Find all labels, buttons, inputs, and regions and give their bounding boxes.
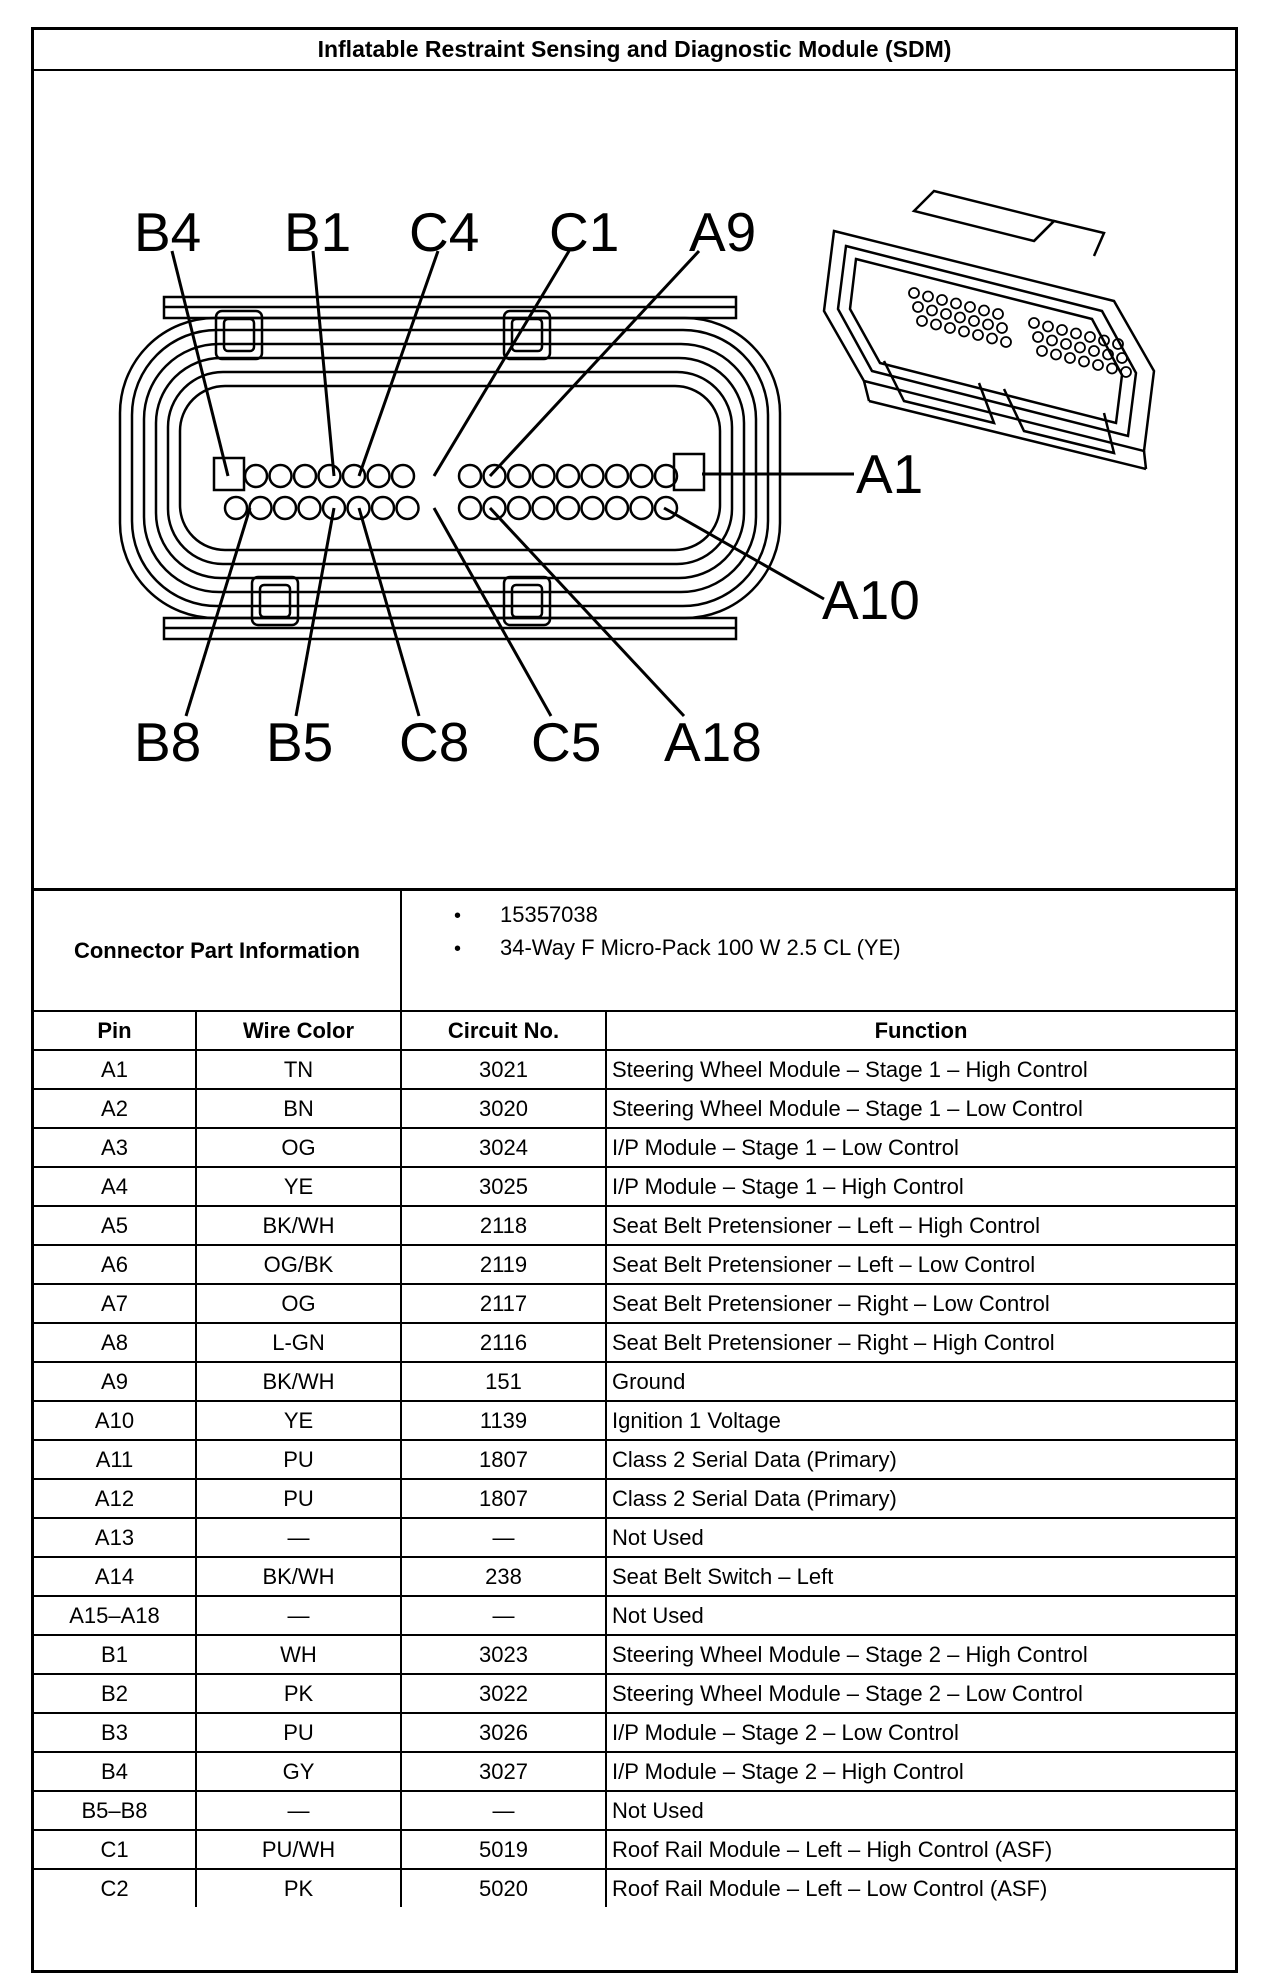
cell-pin: A9 — [34, 1362, 196, 1401]
label-b8: B8 — [134, 711, 202, 773]
pin-cavity — [631, 497, 653, 519]
pin-cavity — [484, 497, 506, 519]
label-a9: A9 — [689, 201, 757, 263]
cell-function: Class 2 Serial Data (Primary) — [606, 1479, 1235, 1518]
cell-circuit-no: 3023 — [401, 1635, 606, 1674]
cell-wire-color: OG — [196, 1284, 401, 1323]
cell-function: Seat Belt Switch – Left — [606, 1557, 1235, 1596]
table-row — [34, 1791, 1235, 1830]
cell-wire-color: — — [196, 1791, 401, 1830]
connector-info-label: Connector Part Information — [34, 891, 401, 1011]
cell-circuit-no: 3022 — [401, 1674, 606, 1713]
cell-wire-color: BK/WH — [196, 1362, 401, 1401]
connector-info-table — [34, 891, 1235, 1012]
cell-wire-color: GY — [196, 1752, 401, 1791]
pin-cavity — [348, 497, 370, 519]
pin-cavity — [508, 497, 530, 519]
table-row — [34, 1635, 1235, 1674]
pin-cavity — [294, 465, 316, 487]
cell-wire-color: PK — [196, 1869, 401, 1907]
cell-circuit-no: 2119 — [401, 1245, 606, 1284]
pin-cavity — [372, 497, 394, 519]
label-c1: C1 — [549, 201, 620, 263]
pin-cavity — [582, 465, 604, 487]
cell-wire-color: — — [196, 1596, 401, 1635]
table-row — [34, 1050, 1235, 1089]
cell-pin: A5 — [34, 1206, 196, 1245]
pin-bank-left — [225, 465, 419, 519]
table-row — [34, 1167, 1235, 1206]
pin-cavity — [245, 465, 267, 487]
cell-wire-color: YE — [196, 1401, 401, 1440]
cell-pin: A7 — [34, 1284, 196, 1323]
pin-cavity — [459, 497, 481, 519]
cell-circuit-no: 3026 — [401, 1713, 606, 1752]
cell-circuit-no: — — [401, 1791, 606, 1830]
cell-pin: B1 — [34, 1635, 196, 1674]
pin-cavity — [225, 497, 247, 519]
pin-cavity — [319, 465, 341, 487]
pin-cavity — [533, 497, 555, 519]
cell-circuit-no: 2117 — [401, 1284, 606, 1323]
cell-wire-color: — — [196, 1518, 401, 1557]
pin-cavity — [631, 465, 653, 487]
pin-cavity — [533, 465, 555, 487]
pin-table — [34, 1012, 1235, 1907]
cell-function: Steering Wheel Module – Stage 2 – Low Control — [606, 1674, 1235, 1713]
cell-wire-color: PU/WH — [196, 1830, 401, 1869]
cell-function: I/P Module – Stage 1 – High Control — [606, 1167, 1235, 1206]
cell-pin: B3 — [34, 1713, 196, 1752]
cell-wire-color: BK/WH — [196, 1557, 401, 1596]
cell-wire-color: BK/WH — [196, 1206, 401, 1245]
cell-circuit-no: 3021 — [401, 1050, 606, 1089]
cell-function: I/P Module – Stage 1 – Low Control — [606, 1128, 1235, 1167]
table-row — [34, 1713, 1235, 1752]
label-a1: A1 — [856, 443, 924, 505]
pin-cavity — [392, 465, 414, 487]
cell-circuit-no: 3020 — [401, 1089, 606, 1128]
cell-circuit-no: 238 — [401, 1557, 606, 1596]
cell-circuit-no: 3024 — [401, 1128, 606, 1167]
pinout-sheet — [31, 27, 1238, 1973]
connector-diagram — [34, 71, 1235, 891]
label-a10: A10 — [822, 569, 920, 631]
cell-wire-color: PK — [196, 1674, 401, 1713]
cell-pin: A2 — [34, 1089, 196, 1128]
cell-function: Ground — [606, 1362, 1235, 1401]
cell-function: Seat Belt Pretensioner – Right – Low Control — [606, 1284, 1235, 1323]
cell-wire-color: WH — [196, 1635, 401, 1674]
cell-function: Not Used — [606, 1791, 1235, 1830]
cell-function: Ignition 1 Voltage — [606, 1401, 1235, 1440]
cell-pin: B5–B8 — [34, 1791, 196, 1830]
cell-function: Seat Belt Pretensioner – Right – High Control — [606, 1323, 1235, 1362]
cell-function: Seat Belt Pretensioner – Left – High Control — [606, 1206, 1235, 1245]
cell-pin: B2 — [34, 1674, 196, 1713]
cell-function: I/P Module – Stage 2 – Low Control — [606, 1713, 1235, 1752]
header-wire-color: Wire Color — [196, 1012, 401, 1050]
cell-pin: B4 — [34, 1752, 196, 1791]
table-row — [34, 1245, 1235, 1284]
cell-function: I/P Module – Stage 2 – High Control — [606, 1752, 1235, 1791]
cell-wire-color: L-GN — [196, 1323, 401, 1362]
connector-part-number: • 15357038 — [454, 899, 1235, 932]
cell-circuit-no: 1807 — [401, 1479, 606, 1518]
cell-circuit-no: 3027 — [401, 1752, 606, 1791]
cell-function: Seat Belt Pretensioner – Left – Low Control — [606, 1245, 1235, 1284]
cell-pin: A8 — [34, 1323, 196, 1362]
pin-cavity — [250, 497, 272, 519]
label-a18: A18 — [664, 711, 762, 773]
cell-circuit-no: 1807 — [401, 1440, 606, 1479]
connector-info-list — [402, 891, 1235, 965]
pin-cavity — [368, 465, 390, 487]
table-row — [34, 1089, 1235, 1128]
cell-circuit-no: 151 — [401, 1362, 606, 1401]
cell-circuit-no: — — [401, 1518, 606, 1557]
pin-cavity — [397, 497, 419, 519]
pin-cavity — [606, 465, 628, 487]
table-row — [34, 1752, 1235, 1791]
pin-cavity — [508, 465, 530, 487]
cell-pin: A3 — [34, 1128, 196, 1167]
cell-pin: A14 — [34, 1557, 196, 1596]
table-row — [34, 1869, 1235, 1907]
label-b4: B4 — [134, 201, 202, 263]
header-circuit-no: Circuit No. — [401, 1012, 606, 1050]
connector-info-cell — [401, 891, 1235, 1011]
table-row — [34, 1401, 1235, 1440]
pin-cavity — [557, 497, 579, 519]
table-row — [34, 1557, 1235, 1596]
cell-function: Roof Rail Module – Left – Low Control (ASF) — [606, 1869, 1235, 1907]
table-row — [34, 1206, 1235, 1245]
cell-pin: A1 — [34, 1050, 196, 1089]
key-block-right — [674, 454, 704, 490]
cell-circuit-no: 3025 — [401, 1167, 606, 1206]
cell-pin: C2 — [34, 1869, 196, 1907]
cell-circuit-no: 1139 — [401, 1401, 606, 1440]
label-c8: C8 — [399, 711, 470, 773]
pin-cavity — [484, 465, 506, 487]
pin-cavity — [459, 465, 481, 487]
label-b5: B5 — [266, 711, 334, 773]
cell-circuit-no: 2116 — [401, 1323, 606, 1362]
pin-cavity — [270, 465, 292, 487]
connector-drawing — [34, 71, 1235, 891]
cell-wire-color: OG/BK — [196, 1245, 401, 1284]
cell-wire-color: OG — [196, 1128, 401, 1167]
cell-wire-color: YE — [196, 1167, 401, 1206]
page-title: Inflatable Restraint Sensing and Diagnostic Module (SDM) — [34, 30, 1235, 71]
cell-function: Steering Wheel Module – Stage 1 – High Control — [606, 1050, 1235, 1089]
pin-cavity — [557, 465, 579, 487]
cell-function: Roof Rail Module – Left – High Control (ASF) — [606, 1830, 1235, 1869]
table-row — [34, 1362, 1235, 1401]
cell-function: Steering Wheel Module – Stage 2 – High Control — [606, 1635, 1235, 1674]
cell-wire-color: PU — [196, 1713, 401, 1752]
pin-cavity — [299, 497, 321, 519]
cell-wire-color: PU — [196, 1479, 401, 1518]
cell-function: Not Used — [606, 1596, 1235, 1635]
table-row — [34, 1284, 1235, 1323]
table-row — [34, 1479, 1235, 1518]
connector-outer-shell — [120, 318, 780, 618]
connector-description: • 34-Way F Micro-Pack 100 W 2.5 CL (YE) — [454, 932, 1235, 965]
label-c5: C5 — [531, 711, 602, 773]
label-b1: B1 — [284, 201, 352, 263]
cell-function: Class 2 Serial Data (Primary) — [606, 1440, 1235, 1479]
table-row — [34, 1440, 1235, 1479]
cell-wire-color: BN — [196, 1089, 401, 1128]
cell-pin: A13 — [34, 1518, 196, 1557]
header-function: Function — [606, 1012, 1235, 1050]
cell-circuit-no: 5019 — [401, 1830, 606, 1869]
table-row — [34, 1596, 1235, 1635]
label-c4: C4 — [409, 201, 480, 263]
cell-pin: A10 — [34, 1401, 196, 1440]
cell-pin: A6 — [34, 1245, 196, 1284]
cell-wire-color: TN — [196, 1050, 401, 1089]
cell-pin: C1 — [34, 1830, 196, 1869]
cell-circuit-no: 5020 — [401, 1869, 606, 1907]
table-row — [34, 1518, 1235, 1557]
table-row — [34, 1128, 1235, 1167]
table-row — [34, 1674, 1235, 1713]
table-row — [34, 1323, 1235, 1362]
pin-cavity — [274, 497, 296, 519]
header-pin: Pin — [34, 1012, 196, 1050]
cell-function: Not Used — [606, 1518, 1235, 1557]
pin-cavity — [582, 497, 604, 519]
cell-pin: A11 — [34, 1440, 196, 1479]
cell-circuit-no: — — [401, 1596, 606, 1635]
cell-pin: A4 — [34, 1167, 196, 1206]
cell-pin: A15–A18 — [34, 1596, 196, 1635]
cell-wire-color: PU — [196, 1440, 401, 1479]
cell-circuit-no: 2118 — [401, 1206, 606, 1245]
cell-pin: A12 — [34, 1479, 196, 1518]
cell-function: Steering Wheel Module – Stage 1 – Low Control — [606, 1089, 1235, 1128]
pin-cavity — [606, 497, 628, 519]
table-row — [34, 1830, 1235, 1869]
